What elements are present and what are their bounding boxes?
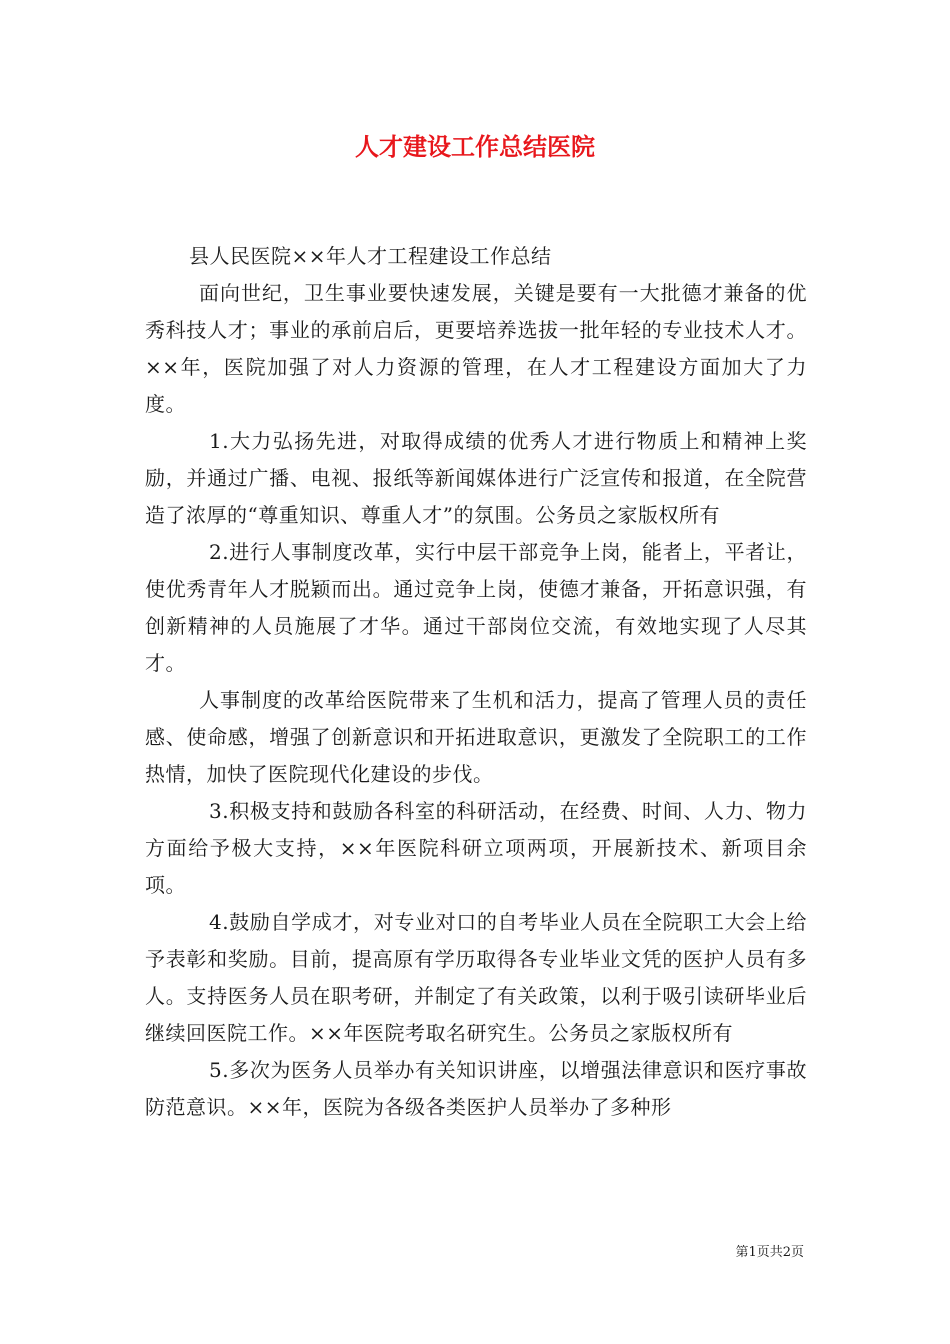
paragraph-item-5: 5.多次为医务人员举办有关知识讲座，以增强法律意识和医疗事故防范意识。××年，医院为各级各类医护人员举办了多种形	[145, 1058, 807, 1119]
paragraph-reform-effect: 人事制度的改革给医院带来了生机和活力，提高了管理人员的责任感、使命感，增强了创新意识和开拓进取意识，更激发了全院职工的工作热情，加快了医院现代化建设的步伐。	[145, 688, 807, 786]
document-body	[145, 238, 807, 1126]
paragraph-item-2: 2.进行人事制度改革，实行中层干部竞争上岗，能者上，平者让，使优秀青年人才脱颖而出。通过竞争上岗，使德才兼备，开拓意识强，有创新精神的人员施展了才华。通过干部岗位交流，有效地实现了人尽其才。	[145, 540, 807, 675]
paragraph-item-1: 1.大力弘扬先进，对取得成绩的优秀人才进行物质上和精神上奖励，并通过广播、电视、报纸等新闻媒体进行广泛宣传和报道，在全院营造了浓厚的“尊重知识、尊重人才”的氛围。公务员之家版权所有	[145, 429, 807, 527]
paragraph-item-4: 4.鼓励自学成才，对专业对口的自考毕业人员在全院职工大会上给予表彰和奖励。目前，提高原有学历取得各专业毕业文凭的医护人员有多人。支持医务人员在职考研，并制定了有关政策，以利于吸引读研毕业后继续回医院工作。××年医院考取名研究生。公务员之家版权所有	[145, 910, 807, 1045]
paragraph-subtitle: 县人民医院××年人才工程建设工作总结	[189, 244, 552, 268]
paragraph-item-3: 3.积极支持和鼓励各科室的科研活动，在经费、时间、人力、物力方面给予极大支持，××年医院科研立项两项，开展新技术、新项目余项。	[145, 799, 807, 897]
paragraph-intro: 面向世纪，卫生事业要快速发展，关键是要有一大批德才兼备的优秀科技人才；事业的承前启后，更要培养选拔一批年轻的专业技术人才。××年，医院加强了对人力资源的管理，在人才工程建设方面加大了力度。	[145, 281, 807, 416]
document-title: 人才建设工作总结医院	[355, 133, 595, 161]
page-number: 第1页共2页	[735, 1245, 804, 1260]
